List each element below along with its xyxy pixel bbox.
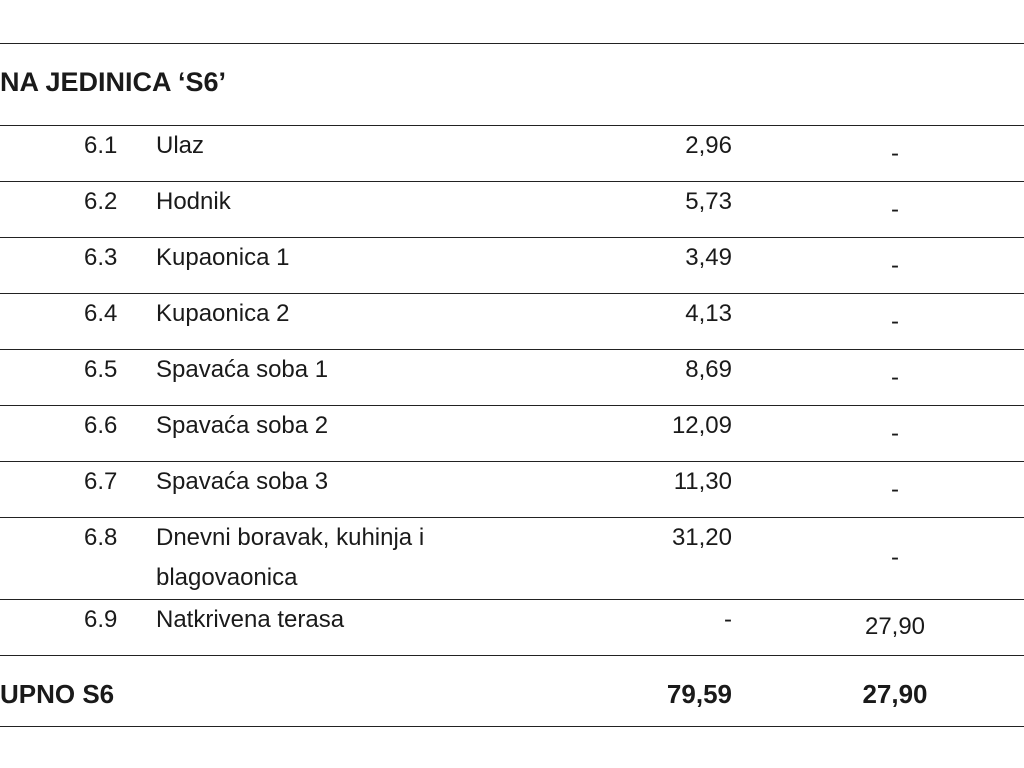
room-area: - bbox=[724, 606, 732, 633]
terrace-area: - bbox=[891, 252, 899, 279]
row-number: 6.3 bbox=[84, 244, 118, 271]
row-number: 6.2 bbox=[84, 188, 118, 215]
room-area: 11,30 bbox=[673, 468, 732, 495]
terrace-area: - bbox=[891, 476, 899, 503]
row-number: 6.8 bbox=[84, 524, 118, 551]
table-rule bbox=[0, 655, 1024, 656]
table-rule bbox=[0, 237, 1024, 238]
row-number: 6.5 bbox=[84, 356, 118, 383]
room-area: 8,69 bbox=[685, 356, 732, 383]
terrace-area: - bbox=[891, 140, 899, 167]
row-number: 6.1 bbox=[84, 132, 118, 159]
terrace-area: - bbox=[891, 544, 899, 571]
row-number: 6.6 bbox=[84, 412, 118, 439]
table-title: NA JEDINICA ‘S6’ bbox=[0, 67, 227, 97]
table-rule bbox=[0, 461, 1024, 462]
room-name: Kupaonica 2 bbox=[156, 300, 290, 327]
terrace-area: - bbox=[891, 196, 899, 223]
room-name: Spavaća soba 1 bbox=[156, 356, 329, 383]
room-name: Ulaz bbox=[156, 132, 205, 159]
table-rule bbox=[0, 125, 1024, 126]
room-area: 31,20 bbox=[671, 524, 732, 551]
room-name: Spavaća soba 3 bbox=[156, 468, 329, 495]
terrace-area: - bbox=[891, 420, 899, 447]
terrace-area: - bbox=[891, 308, 899, 335]
terrace-area: 27,90 bbox=[864, 613, 926, 640]
room-name: Natkrivena terasa bbox=[156, 606, 345, 633]
table-rule bbox=[0, 726, 1024, 727]
table-rule bbox=[0, 349, 1024, 350]
room-name: Hodnik bbox=[156, 188, 231, 215]
table-rule bbox=[0, 405, 1024, 406]
room-area: 5,73 bbox=[685, 188, 732, 215]
table-rule bbox=[0, 293, 1024, 294]
room-area: 3,49 bbox=[685, 244, 732, 271]
total-label: UPNO S6 bbox=[0, 679, 115, 709]
total-area: 79,59 bbox=[666, 679, 732, 709]
total-terrace: 27,90 bbox=[862, 679, 928, 709]
row-number: 6.7 bbox=[84, 468, 118, 495]
room-name: Dnevni boravak, kuhinja i blagovaonica bbox=[156, 524, 425, 591]
terrace-area: - bbox=[891, 364, 899, 391]
room-area: 2,96 bbox=[685, 132, 732, 159]
room-area: 12,09 bbox=[671, 412, 732, 439]
row-number: 6.4 bbox=[84, 300, 118, 327]
table-rule bbox=[0, 517, 1024, 518]
row-number: 6.9 bbox=[84, 606, 118, 633]
table-rule bbox=[0, 181, 1024, 182]
room-name: Spavaća soba 2 bbox=[156, 412, 329, 439]
room-area: 4,13 bbox=[685, 300, 732, 327]
room-name: Kupaonica 1 bbox=[156, 244, 290, 271]
table-rule bbox=[0, 599, 1024, 600]
table-rule bbox=[0, 43, 1024, 44]
